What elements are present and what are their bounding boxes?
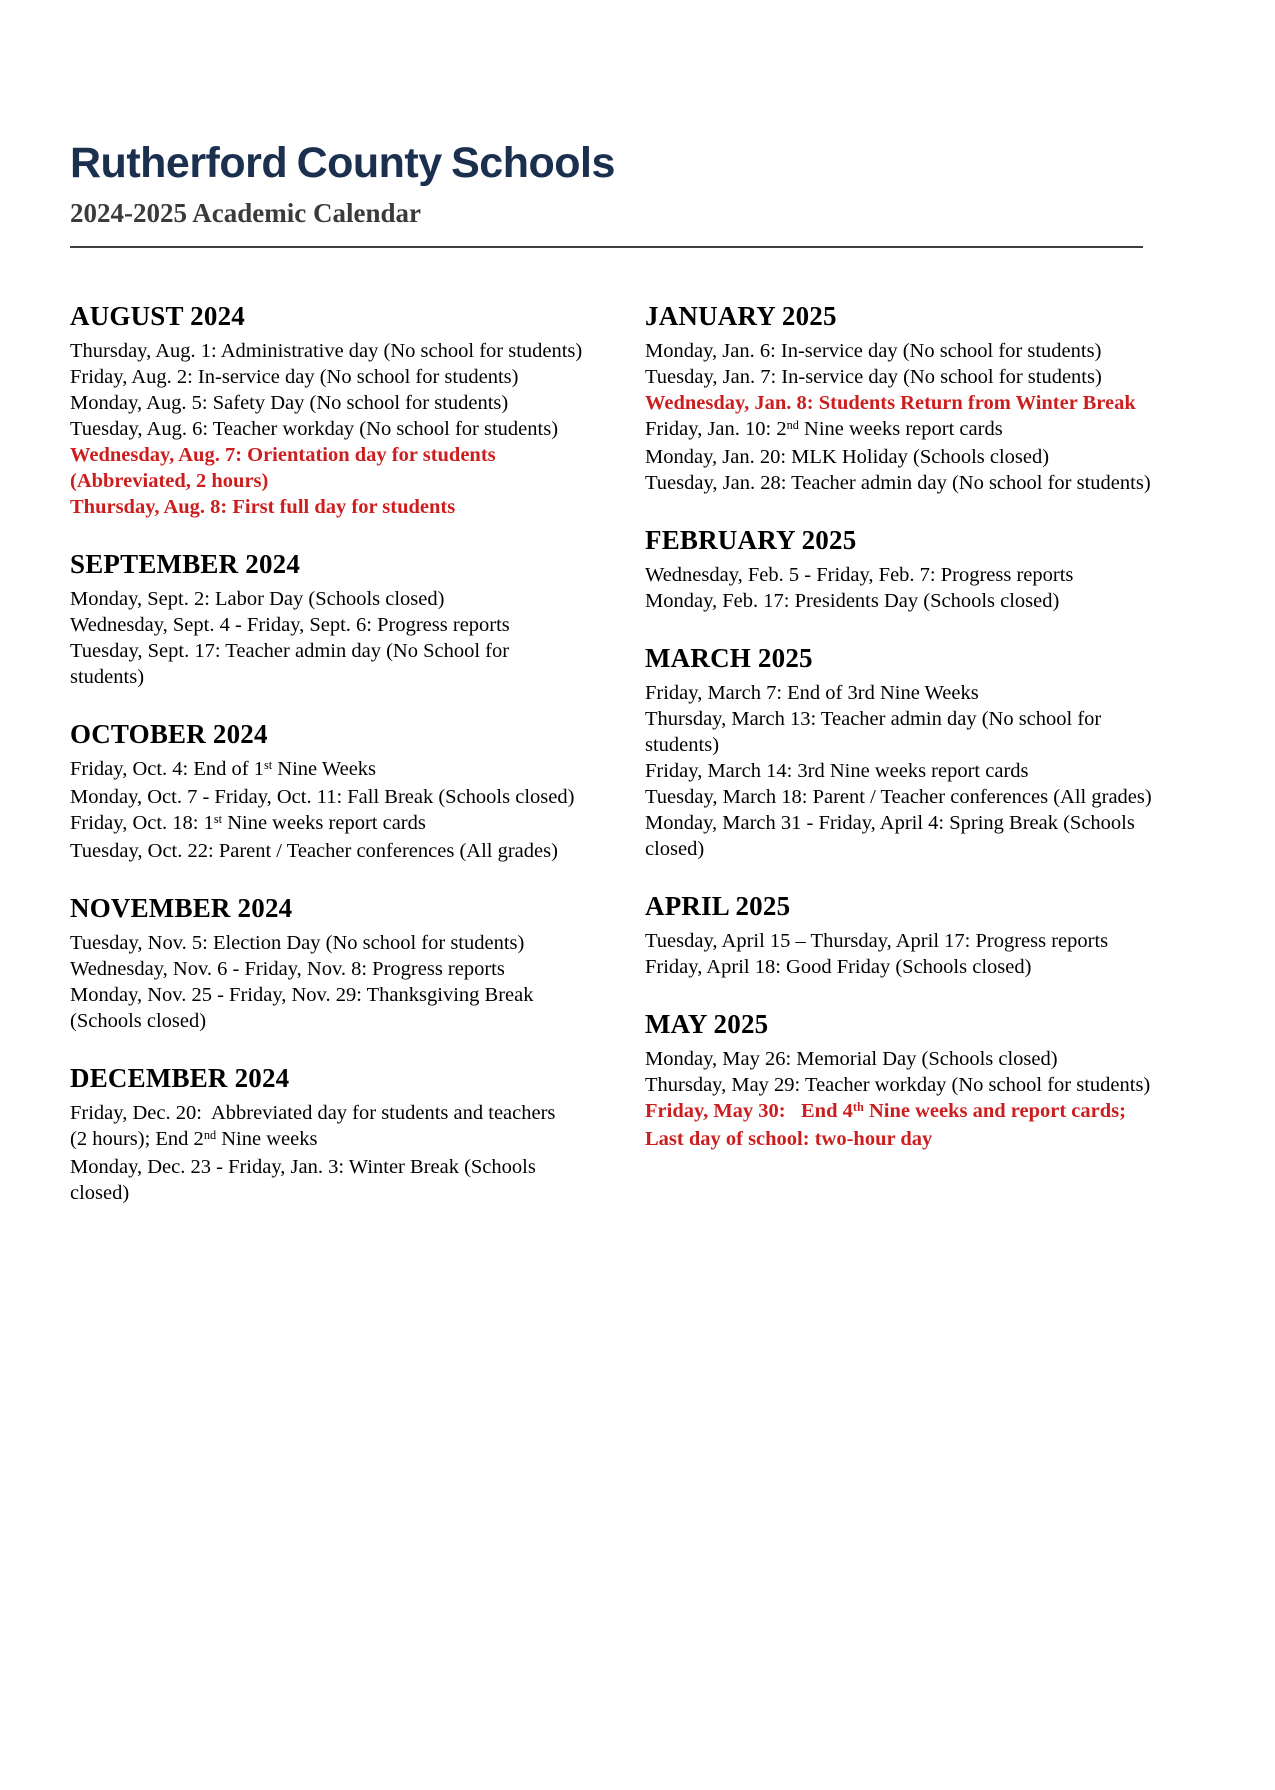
header-divider — [70, 246, 1143, 248]
calendar-event: Tuesday, Oct. 22: Parent / Teacher conferences (All grades) — [70, 840, 558, 862]
calendar-event: Monday, Jan. 20: MLK Holiday (Schools closed) — [645, 446, 1050, 468]
calendar-event: Friday, May 30: End 4th Nine weeks and report cards; Last day of school: two-hour day — [645, 1099, 1126, 1150]
calendar-event: Thursday, Aug. 1: Administrative day (No school for students) — [70, 340, 583, 362]
ordinal-superscript: th — [852, 1099, 864, 1114]
calendar-event: Friday, Oct. 18: 1st Nine weeks report cards — [70, 811, 426, 834]
calendar-event: Wednesday, Feb. 5 - Friday, Feb. 7: Progress reports — [645, 564, 1074, 586]
calendar-event: Monday, Oct. 7 - Friday, Oct. 11: Fall Break (Schools closed) — [70, 786, 575, 808]
calendar-event: Wednesday, Nov. 6 - Friday, Nov. 8: Progress reports — [70, 958, 505, 980]
calendar-columns — [70, 300, 1275, 1234]
month-section — [645, 524, 1175, 614]
calendar-event: Monday, Jan. 6: In-service day (No school for students) — [645, 340, 1102, 362]
calendar-event: Tuesday, Nov. 5: Election Day (No school for students) — [70, 932, 525, 954]
calendar-event: Wednesday, Jan. 8: Students Return from Winter Break — [645, 392, 1136, 414]
month-section — [645, 300, 1175, 496]
calendar-event: Wednesday, Sept. 4 - Friday, Sept. 6: Progress reports — [70, 614, 510, 636]
calendar-event: Thursday, Aug. 8: First full day for students — [70, 496, 456, 518]
calendar-event: Thursday, May 29: Teacher workday (No school for students) — [645, 1074, 1151, 1096]
calendar-event: Monday, Aug. 5: Safety Day (No school for students) — [70, 392, 509, 414]
district-logo: Rutherford County Schools — [70, 139, 615, 187]
calendar-event: Friday, Dec. 20: Abbreviated day for students and teachers (2 hours); End 2nd Nine weeks — [70, 1102, 556, 1150]
ordinal-superscript: st — [213, 811, 223, 826]
calendar-event: Tuesday, April 15 – Thursday, April 17: Progress reports — [645, 930, 1109, 952]
month-section — [645, 1008, 1175, 1152]
month-heading: AUGUST 2024 — [70, 301, 245, 331]
month-section — [70, 300, 645, 520]
calendar-event: Monday, Dec. 23 - Friday, Jan. 3: Winter Break (Schools closed) — [70, 1156, 536, 1204]
calendar-event: Friday, Jan. 10: 2nd Nine weeks report cards — [645, 417, 1003, 440]
calendar-event: Monday, Sept. 2: Labor Day (Schools closed) — [70, 588, 445, 610]
calendar-event: Tuesday, Sept. 17: Teacher admin day (No School for students) — [70, 640, 510, 688]
calendar-event: Friday, March 7: End of 3rd Nine Weeks — [645, 682, 979, 704]
page-title: 2024-2025 Academic Calendar — [70, 198, 421, 228]
calendar-event: Tuesday, March 18: Parent / Teacher conferences (All grades) — [645, 786, 1152, 808]
calendar-event: Monday, May 26: Memorial Day (Schools closed) — [645, 1048, 1058, 1070]
calendar-event: Monday, March 31 - Friday, April 4: Spring Break (Schools closed) — [645, 812, 1135, 860]
calendar-event: Friday, Oct. 4: End of 1st Nine Weeks — [70, 757, 377, 780]
month-section — [645, 642, 1175, 862]
month-heading: APRIL 2025 — [645, 891, 791, 921]
month-heading: FEBRUARY 2025 — [645, 525, 857, 555]
calendar-event: Tuesday, Jan. 7: In-service day (No school for students) — [645, 366, 1102, 388]
month-heading: NOVEMBER 2024 — [70, 893, 293, 923]
ordinal-superscript: nd — [786, 417, 799, 432]
month-section — [70, 1062, 645, 1206]
ordinal-superscript: st — [263, 757, 273, 772]
calendar-event: Monday, Feb. 17: Presidents Day (Schools closed) — [645, 590, 1060, 612]
month-section — [645, 890, 1175, 980]
calendar-event: Friday, March 14: 3rd Nine weeks report cards — [645, 760, 1029, 782]
month-heading: JANUARY 2025 — [645, 301, 837, 331]
month-heading: MARCH 2025 — [645, 643, 813, 673]
month-section — [70, 718, 645, 864]
month-heading: OCTOBER 2024 — [70, 719, 268, 749]
month-heading: SEPTEMBER 2024 — [70, 549, 301, 579]
calendar-event: Friday, April 18: Good Friday (Schools closed) — [645, 956, 1032, 978]
calendar-event: Tuesday, Jan. 28: Teacher admin day (No school for students) — [645, 472, 1151, 494]
document-header — [70, 140, 1275, 228]
ordinal-superscript: nd — [203, 1127, 217, 1142]
calendar-column-left — [70, 300, 645, 1234]
month-heading: MAY 2025 — [645, 1009, 769, 1039]
calendar-event: Thursday, March 13: Teacher admin day (No school for students) — [645, 708, 1102, 756]
month-section — [70, 548, 645, 690]
month-section — [70, 892, 645, 1034]
month-heading: DECEMBER 2024 — [70, 1063, 290, 1093]
calendar-column-right — [645, 300, 1175, 1234]
calendar-event: Monday, Nov. 25 - Friday, Nov. 29: Thanksgiving Break (Schools closed) — [70, 984, 534, 1032]
calendar-event: Wednesday, Aug. 7: Orientation day for students (Abbreviated, 2 hours) — [70, 444, 496, 492]
calendar-event: Friday, Aug. 2: In-service day (No school for students) — [70, 366, 519, 388]
document-page — [0, 140, 1275, 1790]
calendar-event: Tuesday, Aug. 6: Teacher workday (No school for students) — [70, 418, 559, 440]
